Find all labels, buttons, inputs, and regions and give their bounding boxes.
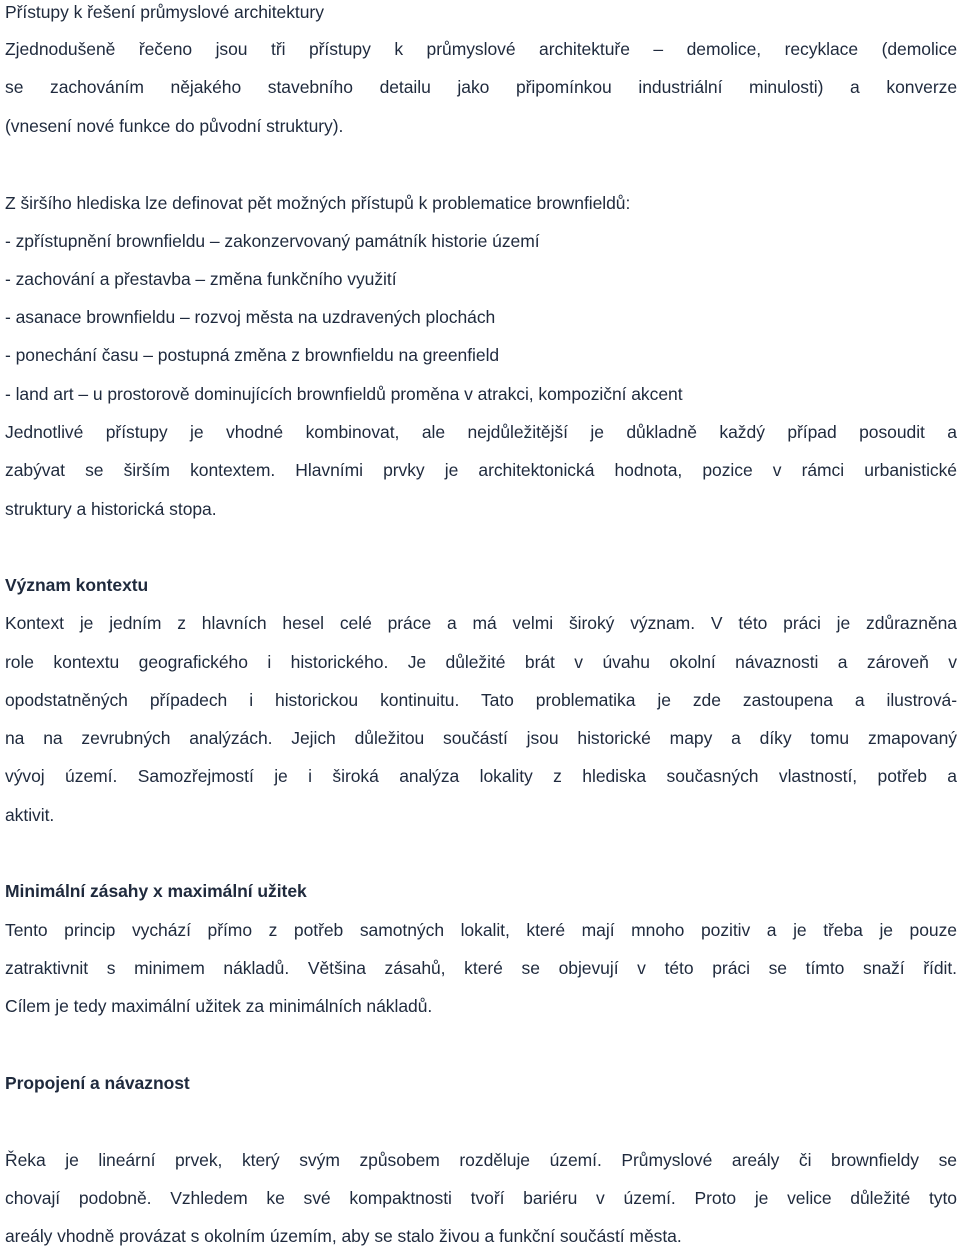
section-heading: Propojení a návaznost bbox=[5, 1073, 190, 1093]
section-heading: Minimální zásahy x maximální užitek bbox=[5, 881, 307, 901]
text-line: Řeka je lineární prvek, který svým způsobem rozděluje území. Průmyslové areály či brownfieldy se bbox=[5, 1150, 957, 1170]
text-line: Z širšího hlediska lze definovat pět možných přístupů k problematice brownfieldů: bbox=[5, 193, 631, 213]
list-item: - land art – u prostorově dominujících brownfieldů proměna v atrakci, kompoziční akcent bbox=[5, 384, 683, 404]
text-line: zatraktivnit s minimem nákladů. Většina zásahů, které se objevují v této práci se tímto snaží řídit. bbox=[5, 958, 957, 978]
section-heading: Přístupy k řešení průmyslové architektury bbox=[5, 2, 324, 22]
text-line: Cílem je tedy maximální užitek za minimálních nákladů. bbox=[5, 996, 433, 1016]
text-line: Zjednodušeně řečeno jsou tři přístupy k průmyslové architektuře – demolice, recyklace (demolice bbox=[5, 39, 957, 59]
list-item: - ponechání času – postupná změna z brownfieldu na greenfield bbox=[5, 345, 500, 365]
text-line: Kontext je jedním z hlavních hesel celé práce a má velmi široký význam. V této práci je zdůrazněna bbox=[5, 613, 957, 633]
text-line: Tento princip vychází přímo z potřeb samotných lokalit, které mají mnoho pozitiv a je třeba je pouze bbox=[5, 920, 957, 940]
list-item: - zpřístupnění brownfieldu – zakonzervovaný památník historie území bbox=[5, 231, 540, 251]
text-line: role kontextu geografického i historického. Je důležité brát v úvahu okolní návaznosti a zároveň v bbox=[5, 652, 957, 672]
text-line: areály vhodně provázat s okolním územím, aby se stalo živou a funkční součástí města. bbox=[5, 1226, 682, 1246]
text-line: aktivit. bbox=[5, 805, 55, 825]
text-line: se zachováním nějakého stavebního detailu jako připomínkou industriální minulosti) a konverze bbox=[5, 77, 957, 97]
text-line: Jednotlivé přístupy je vhodné kombinovat, ale nejdůležitější je důkladně každý případ posoudit a bbox=[5, 422, 957, 442]
list-item: - zachování a přestavba – změna funkčního využití bbox=[5, 269, 397, 289]
text-line: na na zevrubných analýzách. Jejich důležitou součástí jsou historické mapy a díky tomu zmapovaný bbox=[5, 728, 957, 748]
text-line: struktury a historická stopa. bbox=[5, 499, 217, 519]
section-heading: Význam kontextu bbox=[5, 575, 149, 595]
text-line: opodstatněných případech i historickou kontinuitu. Tato problematika je zde zastoupena a ilustrová- bbox=[5, 690, 957, 710]
text-line: (vnesení nové funkce do původní struktury). bbox=[5, 116, 344, 136]
text-line: chovají podobně. Vzhledem ke své kompaktnosti tvoří bariéru v území. Proto je velice důležité tyto bbox=[5, 1188, 957, 1208]
list-item: - asanace brownfieldu – rozvoj města na uzdravených plochách bbox=[5, 307, 496, 327]
text-line: zabývat se širším kontextem. Hlavními prvky je architektonická hodnota, pozice v rámci urbanistické bbox=[5, 460, 957, 480]
text-line: vývoj území. Samozřejmostí je i široká analýza lokality z hlediska současných vlastností, potřeb a bbox=[5, 766, 957, 786]
